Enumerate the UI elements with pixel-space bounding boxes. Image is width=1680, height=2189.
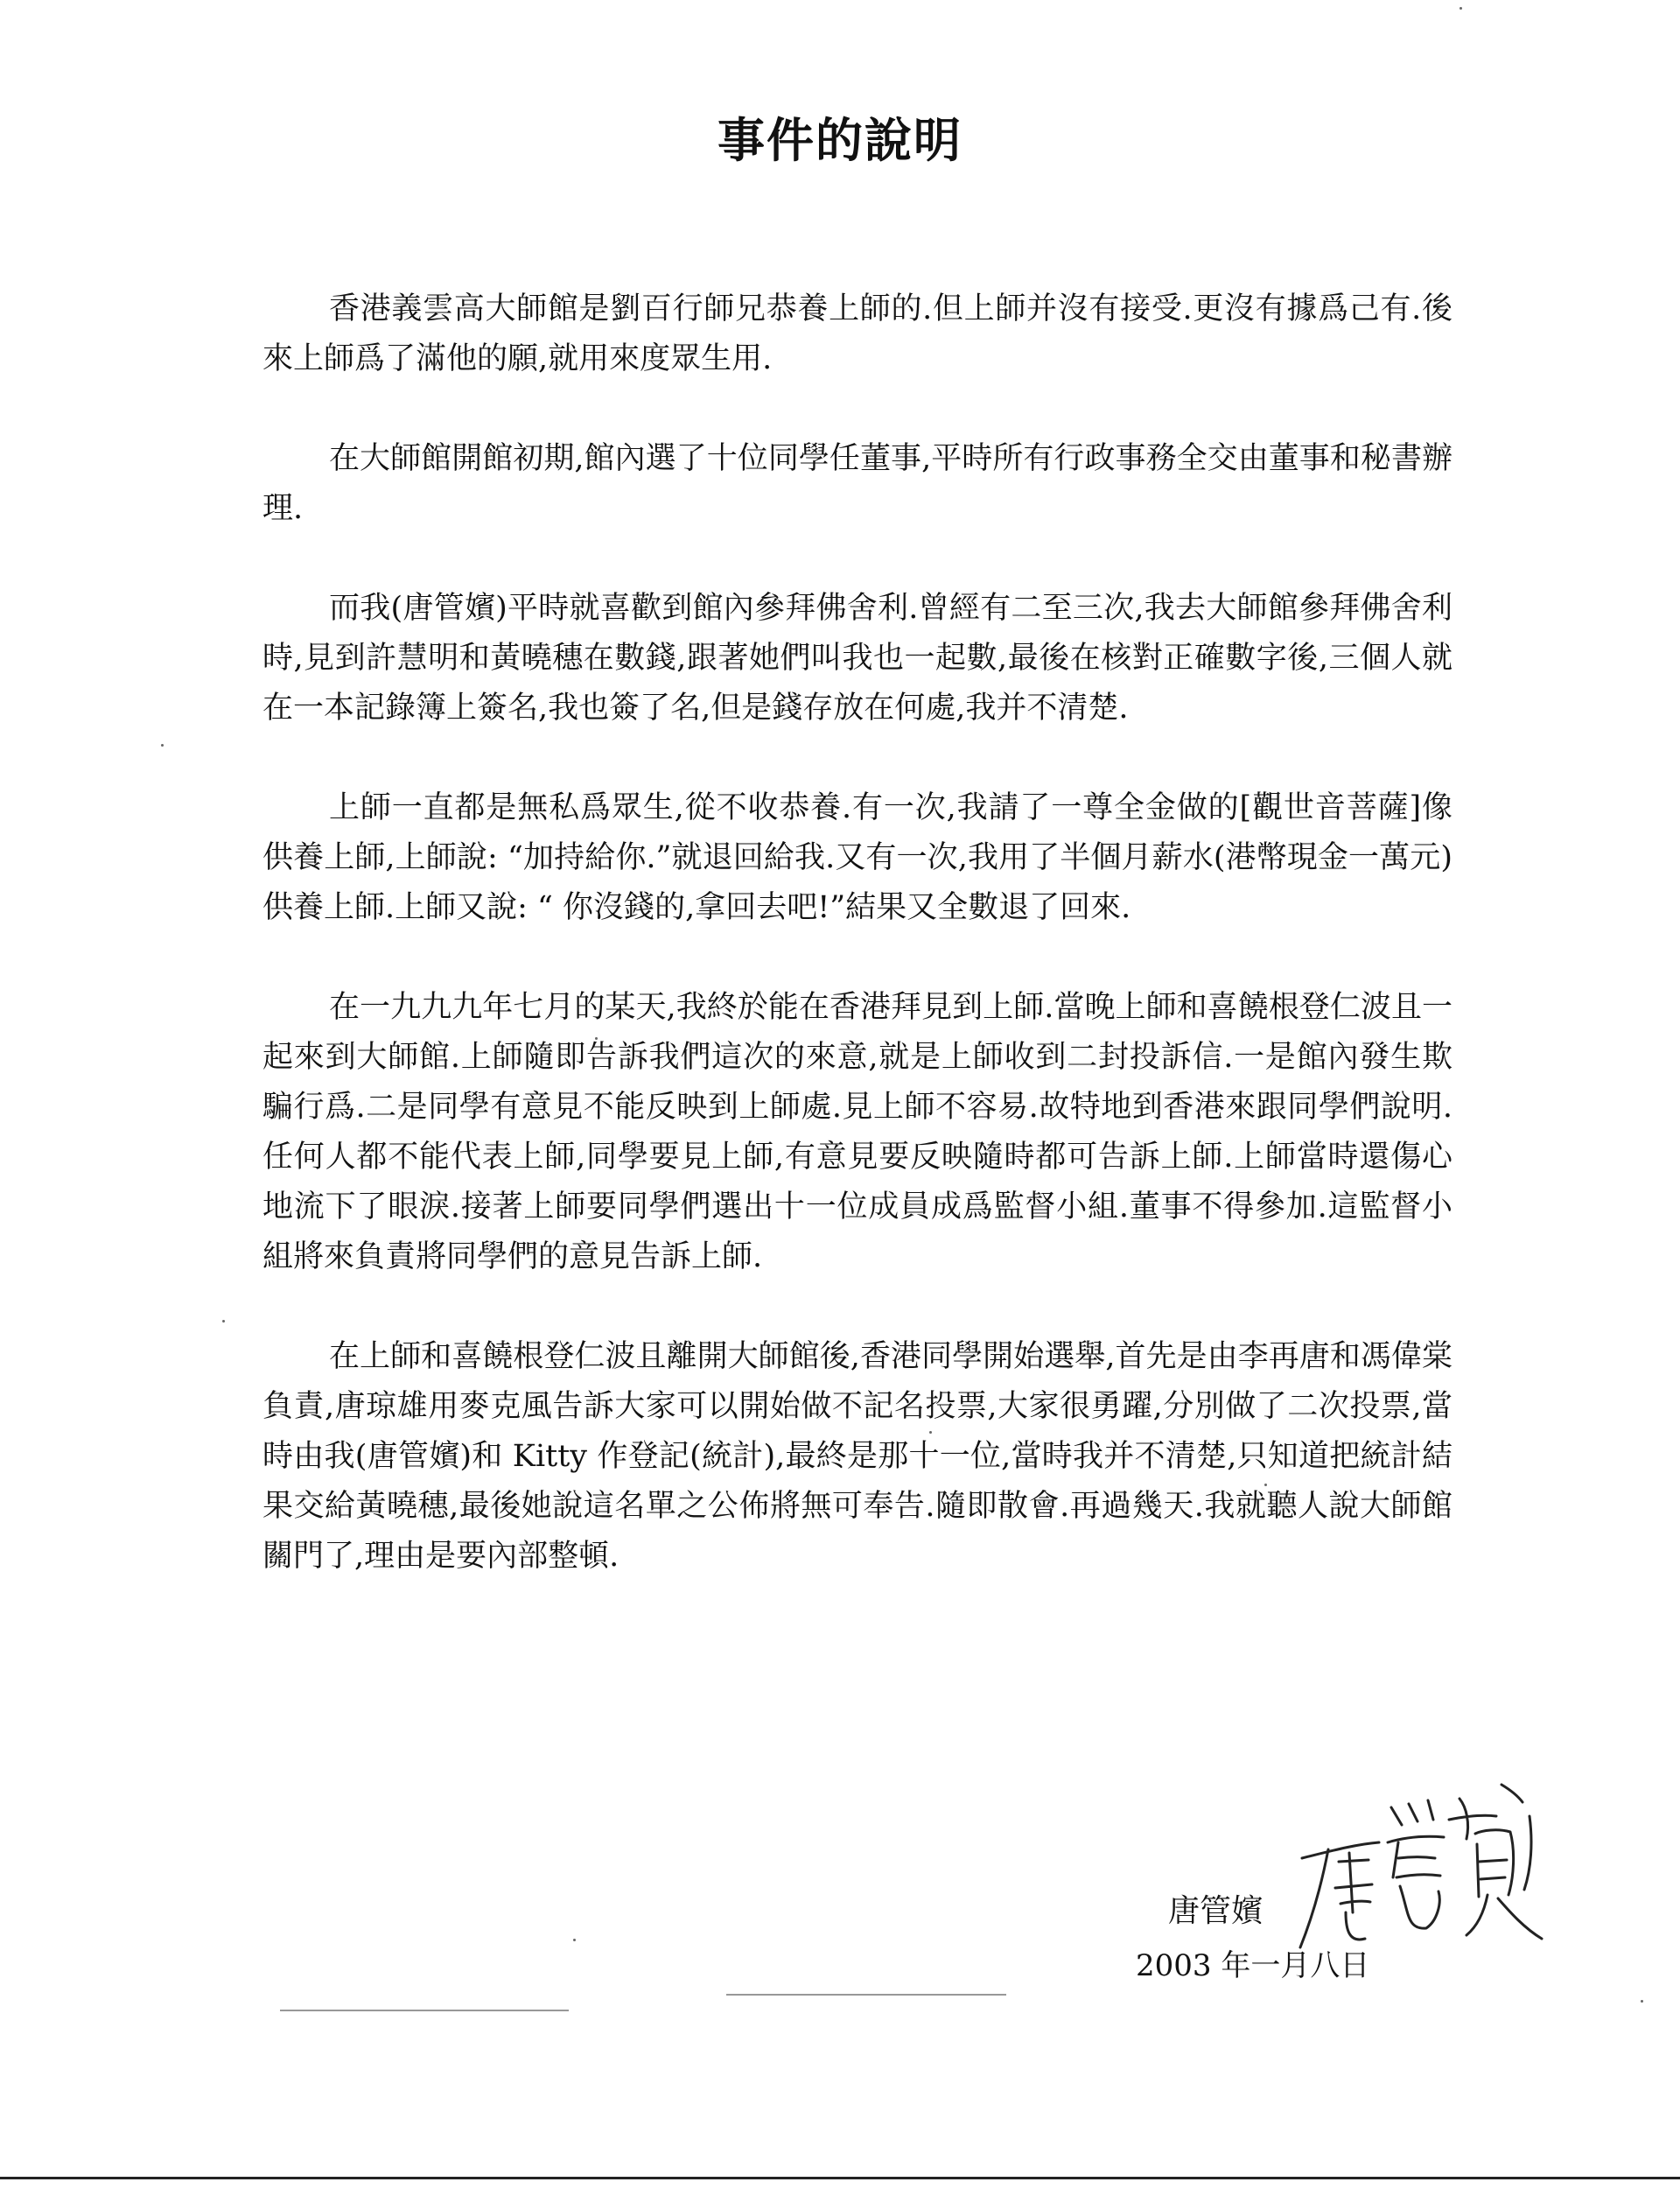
scan-speck [1460, 7, 1462, 10]
scan-speck [1264, 1484, 1267, 1486]
scan-speck [222, 1320, 225, 1323]
paragraph-3: 而我(唐管嬪)平時就喜歡到館內參拜佛舍利.曾經有二至三次,我去大師館參拜佛舍利時,見到許慧明和黃曉穗在數錢,跟著她們叫我也一起數,最後在核對正確數字後,三個人就在一本記錄簿上簽名,我也簽了名,但是錢存放在何處,我并不清楚. [262, 591, 1452, 726]
scan-artifact-line [726, 1994, 1006, 1996]
scan-speck [573, 1939, 576, 1941]
document-body [262, 284, 1452, 1631]
paragraph-1: 香港義雲高大師館是劉百行師兄恭養上師的.但上師并沒有接受.更沒有據爲己有.後來上師爲了滿他的願,就用來度眾生用. [262, 291, 1452, 376]
scan-artifact-line [280, 2010, 569, 2011]
scan-speck [1641, 2000, 1643, 2003]
paragraph-2: 在大師館開館初期,館內選了十位同學任董事,平時所有行政事務全交由董事和秘書辦理. [262, 441, 1452, 526]
signature-date: 2003 年一月八日 [1136, 1948, 1370, 1983]
document-title: 事件的說明 [718, 112, 962, 168]
page-bottom-edge [0, 2177, 1680, 2179]
paragraph-5: 在一九九九年七月的某天,我終於能在香港拜見到上師.當晚上師和喜饒根登仁波且一起來到大師館.上師隨即告訴我們這次的來意,就是上師收到二封投訴信.一是館內發生欺騙行爲.二是同學有意見不能反映到上師處.見上師不容易.故特地到香港來跟同學們說明.任何人都不能代表上師,同學要見上師,有意見要反映隨時都可告訴上師.上師當時還傷心地流下了眼淚.接著上師要同學們選出十一位成員成爲監督小組.董事不得參加.這監督小組將來負責將同學們的意見告訴上師. [262, 990, 1452, 1274]
scan-speck [595, 1037, 598, 1040]
scan-speck [161, 744, 164, 747]
paragraph-6: 在上師和喜饒根登仁波且離開大師館後,香港同學開始選舉,首先是由李再唐和馮偉棠負責,唐琼雄用麥克風告訴大家可以開始做不記名投票,大家很勇躍,分別做了二次投票,當時由我(唐管嬪)和 Kitty 作登記(統計),最終是那十一位,當時我并不清楚,只知道把統計結果交給黃曉穗,最後她說這名單之公佈將無可奉告.隨即散會.再過幾天.我就聽人說大師館關門了,理由是要內部整頓. [262, 1339, 1452, 1574]
paragraph-4: 上師一直都是無私爲眾生,從不收恭養.有一次,我請了一尊全金做的[觀世音菩薩]像供養上師,上師說: “加持給你.”就退回給我.又有一次,我用了半個月薪水(港幣現金一萬元) 供養上師.上師又說: “ 你沒錢的,拿回去吧!”結果又全數退了回來. [262, 790, 1452, 925]
scan-speck [929, 1431, 932, 1434]
signer-name: 唐管嬪 [1168, 1893, 1264, 1929]
